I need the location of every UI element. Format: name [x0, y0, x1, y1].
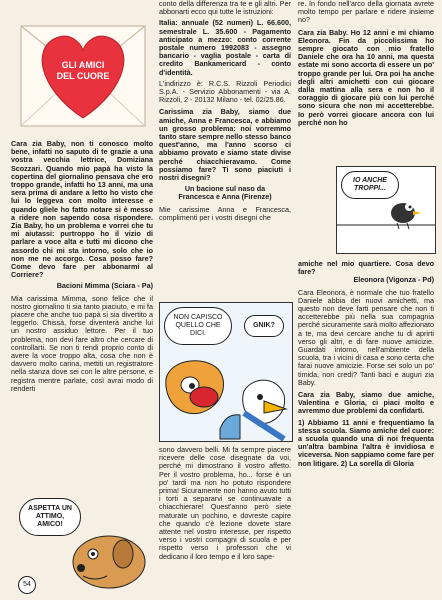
letter-mimma: Cara zia Baby, non ti conosco molto bene, infatti no saputo di te grazie a una vostra vecchia lettrice, Domiziana Scozzari. Quando mio papà ha visto la copertina del giornalino pensava che ero troppo grande, infatti ho 13 anni, ma una sera prima di andare a letto ho visto che lui lo leggeva con molto interesse e quando gliele ho fatto notare si è messo a ridere non sapendo cosa rispondere. Zia Baby, ho un problema e vorrei che tu mi aiutassi: purtroppo ho il vizio di parlare a voce alta e tutti mi dicono che assordo chi mi sta intorno, solo che io non me ne accorgo. Cosa posso fare? Come devo fare per abbonarmi al Corriere? — [11, 139, 153, 280]
signature-mimma: Bacioni Mimma (Sciara - Pa) — [56, 281, 153, 291]
reply-anna-francesca-end: sono davvero belli. Mi fa sempre piacere ricevere delle cose disegnate da voi, perché mi dimostrano il vostro affetto. Per il vostro problema, ho... forse è un po' tardi ma non ho potuto rispondere prima! Sicuramente non hanno avuto tutti i torti a separarvi se continuavate a chiacchierare! Quest'anno però siete maturate un pochino, e dovreste capire che quando c'è lezione dovete stare attente nel vostro interesse, per rispetto verso i vostri compagni di scuola e per rispetto verso i professori che vi dedicano il loro tempo e il loro sape- — [159, 445, 291, 561]
column-3-continued — [298, 260, 434, 471]
signature-eleonora: Eleonora (Vigonza - Pd) — [353, 275, 434, 285]
header-line2: DEL CUORE — [56, 71, 110, 81]
letter-valentina-gloria-problems: 1) Abbiamo 11 anni e frequentiamo la stessa scuola. Siamo amiche del cuore: a scuola quando una di noi frequenta un'altra bambina l'altra è invidiosa e viceversa. Non sappiamo come fare per non litigare. 2) La sorella di Gloria — [298, 417, 434, 468]
column-1 — [11, 140, 153, 396]
reply-anna-francesca-start: Mie carissime Anna e Francesca, complimenti per i vostri disegni che — [159, 204, 291, 222]
reply-mimma: Mia carissima Mimma, sono felice che il nostro giornalino ti sia tanto piaciuto, e mi fa piacere che anche tuo papà si sia divertito a leggerlo. Chissà, forse diventerà anche lui un nostro assiduo lettore. Per il tuo problema, non devi fare altro che cercare di controllarti. Se non ti rendi proprio conto di avere la voce troppo alta, cosa che non è davvero molto carina, mettiti un registratore nella stanza dove sei con le altre persone, e registra mentre parlate, così avrai modo di renderti — [11, 293, 153, 393]
heart-envelope-header — [18, 8, 148, 136]
speech-bubble-bird: GNIK? — [244, 315, 284, 337]
header-line1: GLI AMICI — [61, 60, 105, 70]
letter-anna-francesca: Carissima zia Baby, siamo due amiche, Anna e Francesca, e abbiamo un grosso problema: noi vorremmo tanto stare sempre nello stesso banco quest'anno, ma l'anno scorso ci abbiamo provato e siamo state divise perché chiacchieravamo. Come possiamo fare? Ti sono piaciuti i nostri disegni? — [159, 107, 291, 183]
speech-bubble-dog: NON CAPISCO QUELLO CHE DICI. — [164, 307, 232, 345]
speech-bubble-bird: IO ANCHE TROPPI... — [341, 171, 399, 199]
signature-line2: Francesca e Anna (Firenze) — [178, 192, 272, 202]
column-2 — [159, 0, 291, 225]
cartoon-dog-and-bird — [159, 302, 293, 442]
column-2-continued — [159, 446, 291, 564]
subscription-address: L'indirizzo è: R.C.S. Rizzoli Periodici S.p.A. - Servizio Abbonamenti - via A. Rizzoli, 2 - 20132 Milano - tel. 02/25.86. — [159, 78, 291, 105]
letter-valentina-gloria: Cara zia Baby, siamo due amiche, Valentina e Gloria, ci piaci molto e avremmo due problemi da confidarti. — [298, 390, 434, 416]
subscription-terms: Italia: annuale (52 numeri) L. 66.600, semestrale L. 35.600 - Pagamento anticipato a mezzo: conto corrente postale numero 1992083 - assegno bancario - vaglia postale - carta di credito Bankamericard - conto d'identità. — [159, 18, 291, 77]
cartoon-dog — [11, 488, 151, 592]
subscription-intro: conto della differenza tra te e gli altri. Per abbonarti ecco qui tutte le istruzioni: — [159, 0, 291, 17]
reply-eleonora: Cara Eleonora, è normale che tuo fratello Daniele abbia dei nuovi amichetti, ma questo non deve farti pensare che non ti accetterebbe più nella sua compagnia perché sicuramente sarà molto affezionato a te, ma devi cercare anche tu di aprirti verso gli altri, e di fare nuove amicizie. Guardati intorno, nell'ambiente della scuola, tra i vicini di casa e sono certa che farai nuove amicizie. Forse sei solo un po' timida, non credi? Tanti baci e auguri zia Baby. — [298, 287, 434, 387]
letter-eleonora-end: amiche nel mio quartiere. Cosa devo fare? — [298, 259, 434, 277]
page-number: 54 — [18, 576, 36, 594]
letter-eleonora: Cara zia Baby. Ho 12 anni e mi chiamo Eleonora. Fin da piccolissima ho sempre giocato con mio fratello Daniele che ora ha 10 anni, ma questa estate mi sono accorta di essere un po' troppo grande per lui. Ora poi ha anche degli altri amichetti con cui giocare dalla mattina alla sera e non ho il coraggio di giocare più con lui perché sono sicura che non mi accetterebbe. Io però vorrei giocare ancora con lui perché non ho — [298, 27, 434, 127]
signature-line1: Un bacione sul naso da — [184, 184, 266, 194]
cartoon-bird-on-wire — [336, 166, 436, 254]
speech-bubble-dog: ASPETTA UN ATTIMO, AMICO! — [19, 498, 81, 536]
reply-anna-francesca-tail: re. In fondo nell'arco della giornata avrete molto tempo per parlare e ridere insieme no? — [298, 0, 434, 25]
column-3 — [298, 0, 434, 130]
